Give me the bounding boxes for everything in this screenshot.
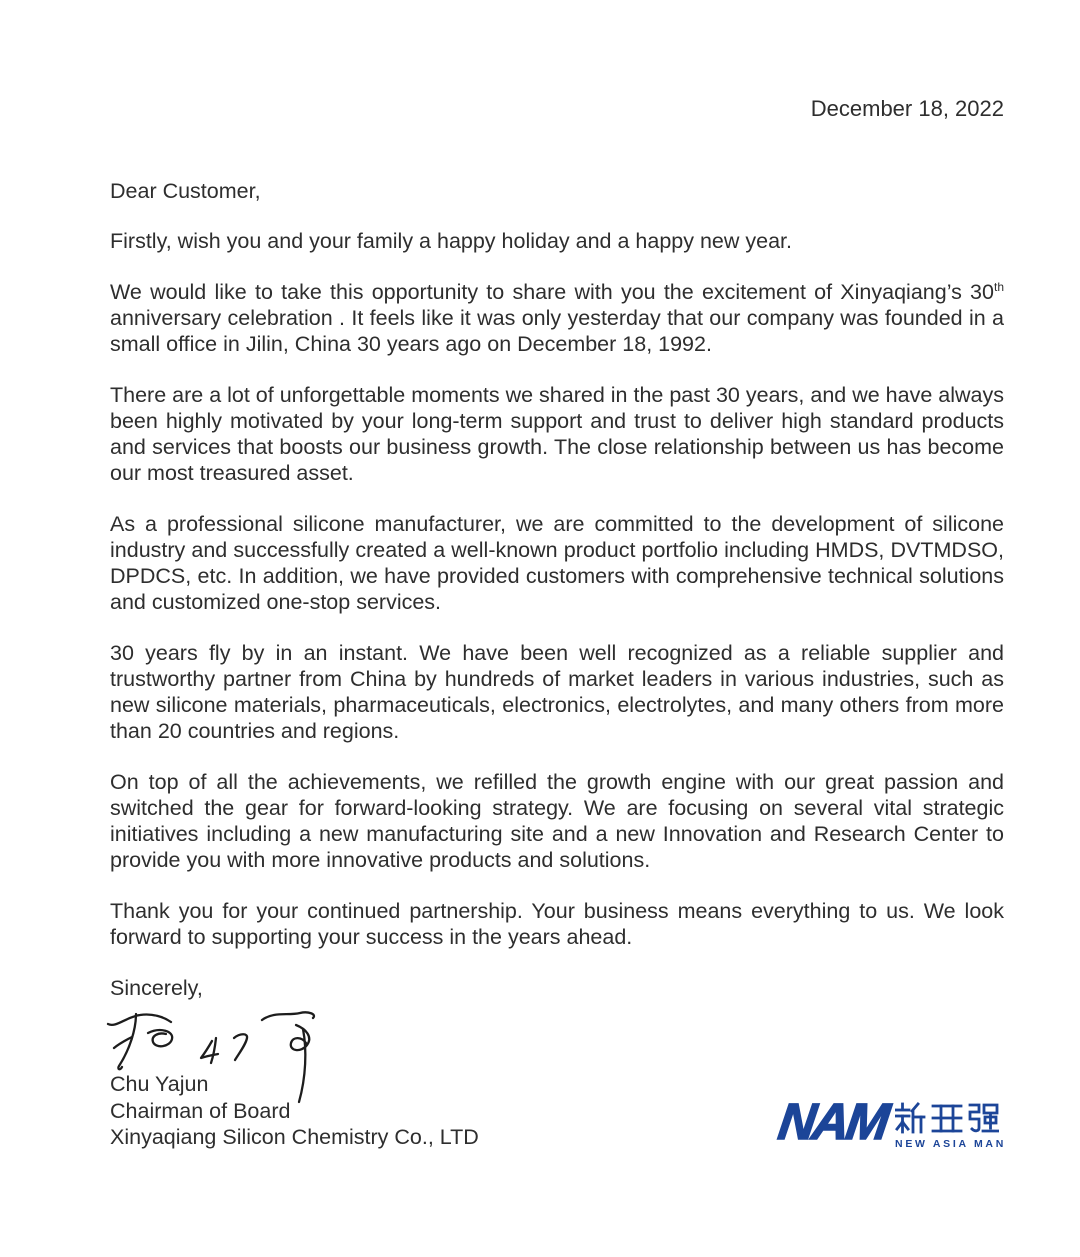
signature-strokes-icon [106,1005,346,1105]
paragraph-greeting: Firstly, wish you and your family a happy holiday and a happy new year. [110,229,792,253]
paragraph-moments: There are a lot of unforgettable moments we shared in the past 30 years, and we have always been highly motivated by your long-term support and trust to deliver high standard products and services that boosts our business growth. The close relationship between us has become our most treasured asset. [110,383,1004,485]
paragraph-manufacturer: As a professional silicone manufacturer, we are committed to the development of silicone industry and successfully created a well-known product portfolio including HMDS, DVTMDSO, DPDCS, etc. In addition, we have provided customers with comprehensive technical solutions and customized one-stop services. [110,512,1004,614]
signer-name: Chu Yajun [110,1072,209,1096]
ordinal-superscript: th [993,279,1004,294]
logo-right-block [895,1099,1006,1150]
company-logo [774,1093,1006,1150]
salutation: Dear Customer, [110,179,261,203]
paragraph-thanks: Thank you for your continued partnership. Your business means everything to us. We look forward to supporting your success in the years ahead. [110,899,1004,949]
signer-title: Chairman of Board [110,1098,291,1123]
paragraph-anniversary-text-before: We would like to take this opportunity to share with you the excitement of Xinyaqiang’s 30 [110,280,994,304]
signer-company: Xinyaqiang Silicon Chemistry Co., LTD [110,1125,479,1149]
logo-acronym: NAM [774,1093,891,1150]
paragraph-anniversary [110,279,1004,357]
logo-chinese-characters-icon [895,1102,999,1134]
logo-tagline: NEW ASIA MAN [895,1138,1006,1150]
handwritten-signature [110,1003,390,1071]
letter-content [110,96,1004,1151]
paragraph-strategy: On top of all the achievements, we refilled the growth engine with our great passion and switched the gear for forward-looking strategy. We are focusing on several vital strategic initiatives including a new manufacturing site and a new Innovation and Research Center to provide you with more innovative products and solutions. [110,770,1004,872]
closing-sincerely: Sincerely, [110,976,203,1000]
letter-date: December 18, 2022 [810,96,1004,121]
paragraph-recognition: 30 years fly by in an instant. We have been well recognized as a reliable supplier and trustworthy partner from China by hundreds of market leaders in various industries, such as new silicone materials, pharmaceuticals, electronics, electrolytes, and many others from more than 20 countries and regions. [110,641,1004,743]
paragraph-anniversary-text-after: anniversary celebration . It feels like it was only yesterday that our company was founded in a small office in Jilin, China 30 years ago on December 18, 1992. [110,306,1004,356]
